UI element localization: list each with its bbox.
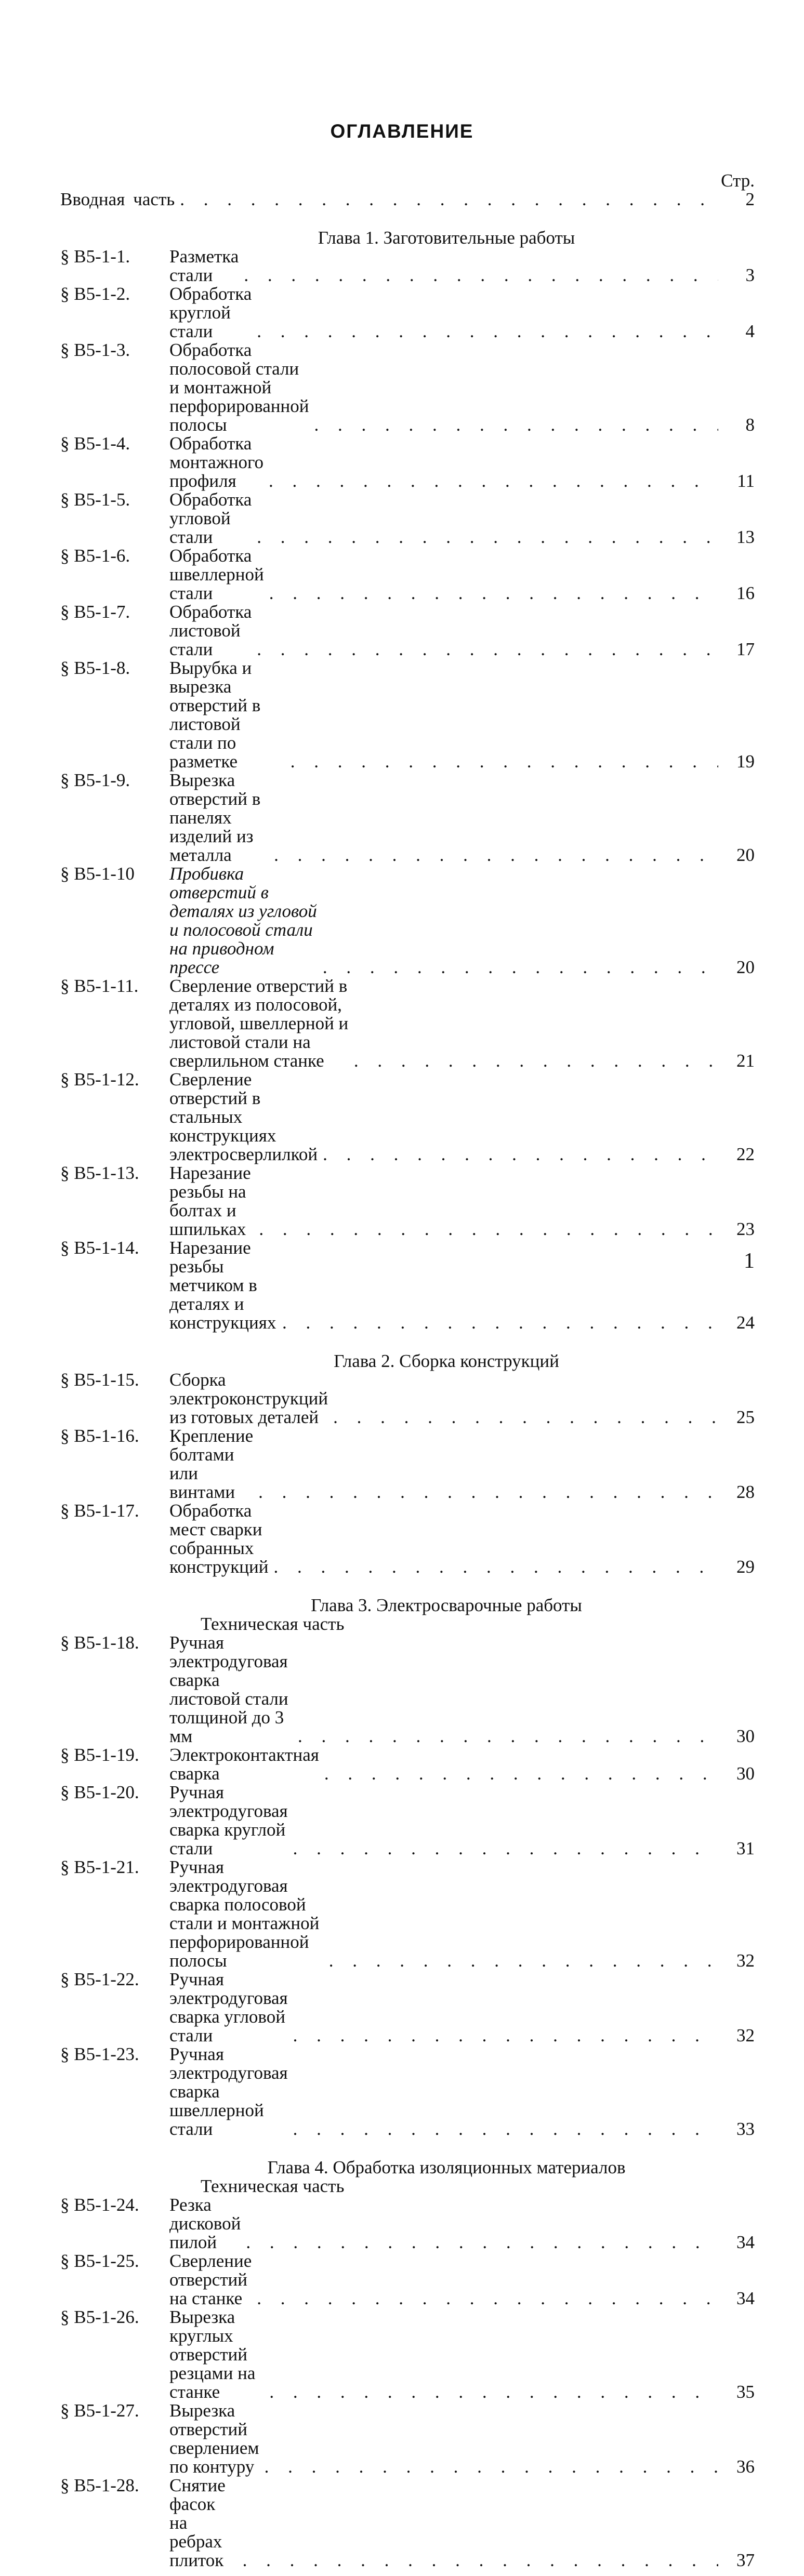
entry-title: Нарезание резьбы метчиком в деталях и конструкциях bbox=[169, 1238, 276, 1333]
entry-page: 17 bbox=[736, 639, 755, 659]
entry-title: Ручная электродуговая сварка круглой стали bbox=[169, 1782, 288, 1858]
section-number: § В5-1-3. bbox=[60, 340, 130, 360]
toc-entry[interactable] bbox=[60, 2401, 755, 2476]
entry-page: 30 bbox=[736, 1726, 755, 1746]
section-number: § В5-1-17. bbox=[60, 1501, 139, 1521]
entry-page: 29 bbox=[736, 1557, 755, 1577]
dot-leader bbox=[263, 472, 718, 490]
section-number: § В5-1-19. bbox=[60, 1745, 139, 1765]
intro-row[interactable] bbox=[60, 190, 755, 209]
entry-page: 32 bbox=[736, 1950, 755, 1971]
entry-title: Вырубка и вырезка отверстий в листовой стали по разметке bbox=[169, 658, 261, 772]
toc-entry[interactable] bbox=[60, 603, 755, 659]
dot-leader bbox=[264, 584, 718, 603]
toc-entry[interactable] bbox=[60, 2045, 755, 2139]
dot-leader bbox=[328, 1408, 718, 1427]
entry-title: Ручная электродуговая сварка листовой стали толщиной до 3 мм bbox=[169, 1632, 288, 1746]
entry-title: Ручная электродуговая сварка полосовой стали и монтажной перфорированной полосы bbox=[169, 1857, 320, 1971]
dot-leader bbox=[318, 1145, 718, 1164]
section-number: § В5-1-16. bbox=[60, 1426, 139, 1446]
section-number: § В5-1-4. bbox=[60, 433, 130, 454]
section-number: § В5-1-27. bbox=[60, 2400, 139, 2421]
dot-leader bbox=[254, 1220, 718, 1239]
entry-page: 22 bbox=[736, 1144, 755, 1164]
entry-page: 16 bbox=[736, 583, 755, 603]
section-number: § В5-1-13. bbox=[60, 1163, 139, 1183]
toc-entry[interactable] bbox=[60, 977, 755, 1070]
entry-page: 11 bbox=[737, 471, 755, 491]
entry-title: Сверление отверстий на станке bbox=[169, 2251, 252, 2308]
entry-title: Крепление болтами или винтами bbox=[169, 1426, 254, 1502]
toc-entry[interactable] bbox=[60, 2308, 755, 2401]
entry-page: 19 bbox=[736, 751, 755, 772]
chapter-title: Глава 3. Электросварочные работы bbox=[311, 1595, 582, 1615]
dot-leader bbox=[268, 1558, 718, 1576]
section-number: § В5-1-22. bbox=[60, 1969, 139, 1989]
entry-page: 23 bbox=[736, 1219, 755, 1239]
entry-page: 30 bbox=[736, 1763, 755, 1784]
section-number: § В5-1-15. bbox=[60, 1370, 139, 1390]
dot-leader bbox=[253, 1483, 718, 1502]
dot-leader bbox=[277, 1313, 718, 1332]
section-number: § В5-1-25. bbox=[60, 2251, 139, 2271]
entry-title: Обработка швеллерной стали bbox=[169, 546, 264, 603]
dot-leader bbox=[175, 190, 718, 209]
toc-entry[interactable] bbox=[60, 865, 755, 977]
toc-entry[interactable] bbox=[60, 1371, 755, 1427]
entry-page: 24 bbox=[736, 1312, 755, 1333]
toc-entry[interactable] bbox=[60, 285, 755, 341]
entry-title: Вырезка отверстий в панелях изделий из металла bbox=[169, 770, 261, 865]
entry-page: 31 bbox=[736, 1838, 755, 1858]
toc-entry[interactable] bbox=[60, 1239, 755, 1332]
entry-page: 13 bbox=[736, 527, 755, 547]
dot-leader bbox=[252, 2289, 718, 2308]
entry-page: 37 bbox=[736, 2550, 755, 2570]
dot-leader bbox=[318, 958, 718, 977]
dot-leader bbox=[252, 528, 718, 547]
toc-entry[interactable] bbox=[60, 1858, 755, 1970]
section-number: § В5-1-12. bbox=[60, 1069, 139, 1090]
dot-leader bbox=[269, 846, 718, 865]
toc-entry[interactable] bbox=[60, 1427, 755, 1502]
toc-entry[interactable] bbox=[60, 1164, 755, 1239]
entry-page: 20 bbox=[736, 845, 755, 865]
entry-page: 4 bbox=[745, 321, 755, 341]
toc-entry[interactable] bbox=[60, 547, 755, 603]
toc-entry[interactable] bbox=[60, 1970, 755, 2045]
table-of-contents bbox=[60, 171, 755, 2576]
dot-leader bbox=[252, 322, 718, 341]
dot-leader bbox=[241, 2233, 718, 2252]
section-number: § В5-1-20. bbox=[60, 1782, 139, 1802]
dot-leader bbox=[293, 1727, 718, 1746]
intro-page: 2 bbox=[745, 189, 755, 209]
toc-entry[interactable] bbox=[60, 341, 755, 434]
chapter-title: Глава 2. Сборка конструкций bbox=[334, 1351, 559, 1371]
entry-title: Ручная электродуговая сварка швеллерной стали bbox=[169, 2044, 288, 2139]
entry-page: 35 bbox=[736, 2382, 755, 2402]
entry-title: Обработка круглой стали bbox=[169, 284, 252, 341]
toc-entry[interactable] bbox=[60, 2196, 755, 2252]
section-number: § В5-1-10 bbox=[60, 864, 135, 884]
entry-title: Обработка полосовой стали и монтажной перфорированной полосы bbox=[169, 340, 309, 435]
page-title: ОГЛАВЛЕНИЕ bbox=[330, 121, 474, 142]
page-number: 1 bbox=[744, 1249, 755, 1273]
toc-entry[interactable] bbox=[60, 434, 755, 490]
entry-title: Сборка электроконструкций из готовых деталей bbox=[169, 1370, 328, 1427]
entry-title: Обработка мест сварки собранных конструкций bbox=[169, 1501, 269, 1577]
entry-page: 21 bbox=[736, 1051, 755, 1071]
toc-entry[interactable] bbox=[60, 1502, 755, 1576]
dot-leader bbox=[239, 266, 718, 285]
chapter-title: Глава 1. Заготовительные работы bbox=[318, 228, 575, 248]
section-number: § В5-1-7. bbox=[60, 602, 130, 622]
section-number: § В5-1-6. bbox=[60, 546, 130, 566]
entry-page: 28 bbox=[736, 1482, 755, 1502]
dot-leader bbox=[288, 1839, 718, 1858]
toc-entry[interactable] bbox=[60, 1746, 755, 1783]
intro-label: Вводная bbox=[60, 189, 125, 209]
dot-leader bbox=[288, 2120, 718, 2139]
section-number: § В5-1-18. bbox=[60, 1632, 139, 1653]
entry-page: 34 bbox=[736, 2288, 755, 2308]
entry-page: 34 bbox=[736, 2232, 755, 2252]
toc-entry[interactable] bbox=[60, 490, 755, 547]
dot-leader bbox=[349, 1052, 718, 1070]
toc-entry[interactable] bbox=[60, 2252, 755, 2308]
entry-page: 32 bbox=[736, 2025, 755, 2046]
entry-title: Пробивка отверстий в деталях из угловой и полосовой стали на приводном прессе bbox=[169, 864, 317, 977]
section-number: § В5-1-5. bbox=[60, 489, 130, 510]
entry-page: 3 bbox=[745, 265, 755, 285]
entry-page: 20 bbox=[736, 957, 755, 977]
section-number: § В5-1-1. bbox=[60, 246, 130, 267]
section-number: § В5-1-28. bbox=[60, 2475, 139, 2495]
section-number: § В5-1-9. bbox=[60, 770, 130, 790]
dot-leader bbox=[324, 1951, 718, 1970]
section-number: § В5-1-2. bbox=[60, 284, 130, 304]
entry-title: Вырезка круглых отверстий резцами на станке bbox=[169, 2307, 256, 2402]
dot-leader bbox=[252, 640, 718, 659]
entry-page: 25 bbox=[736, 1407, 755, 1427]
entry-title: Сверление отверстий в деталях из полосовой, угловой, швеллерной и листовой стали на сверлильном станке bbox=[169, 976, 349, 1071]
section-number: § В5-1-26. bbox=[60, 2307, 139, 2327]
entry-title: Сверление отверстий в стальных конструкциях электросверлилкой bbox=[169, 1069, 318, 1164]
toc-entry[interactable] bbox=[60, 1783, 755, 1858]
entry-title: Снятие фасок на ребрах плиток bbox=[169, 2475, 226, 2570]
entry-title: Разметка стали bbox=[169, 246, 239, 285]
dot-leader bbox=[264, 2383, 718, 2401]
dot-leader bbox=[259, 2458, 718, 2476]
entry-page: 33 bbox=[736, 2119, 755, 2139]
entry-title: Ручная электродуговая сварка угловой стали bbox=[169, 1969, 288, 2046]
toc-entry[interactable] bbox=[60, 1634, 755, 1746]
entry-title: Обработка монтажного профиля bbox=[169, 433, 264, 491]
toc-entry[interactable] bbox=[60, 771, 755, 865]
section-number: § В5-1-24. bbox=[60, 2195, 139, 2215]
entry-title: Нарезание резьбы на болтах и шпильках bbox=[169, 1163, 251, 1239]
entry-page: 8 bbox=[745, 415, 755, 435]
toc-entry[interactable] bbox=[60, 247, 755, 285]
section-number: § В5-1-11. bbox=[60, 976, 139, 996]
chapter-title: Глава 4. Обработка изоляционных материалов bbox=[267, 2157, 626, 2177]
dot-leader bbox=[319, 1764, 718, 1783]
section-number: § В5-1-23. bbox=[60, 2044, 139, 2064]
toc-entry[interactable] bbox=[60, 2476, 755, 2570]
dot-leader bbox=[309, 416, 718, 434]
entry-title: Вырезка отверстий сверлением по контуру bbox=[169, 2400, 259, 2477]
chapter-subtitle: Техническая часть bbox=[201, 2176, 345, 2196]
dot-leader bbox=[288, 2026, 718, 2045]
page-column-header: Стр. bbox=[721, 170, 755, 191]
entry-title: Обработка угловой стали bbox=[169, 489, 252, 547]
chapter-subtitle: Техническая часть bbox=[201, 1614, 345, 1634]
entry-page: 36 bbox=[736, 2457, 755, 2477]
intro-text: часть bbox=[133, 189, 175, 209]
dot-leader bbox=[238, 2551, 718, 2570]
entry-title: Резка дисковой пилой bbox=[169, 2195, 241, 2252]
section-number: § В5-1-14. bbox=[60, 1238, 139, 1258]
section-number: § В5-1-8. bbox=[60, 658, 130, 678]
toc-entry[interactable] bbox=[60, 659, 755, 771]
entry-title: Электроконтактная сварка bbox=[169, 1745, 319, 1784]
toc-entry[interactable] bbox=[60, 1070, 755, 1164]
dot-leader bbox=[285, 752, 718, 771]
section-number: § В5-1-21. bbox=[60, 1857, 139, 1877]
entry-title: Обработка листовой стали bbox=[169, 602, 252, 659]
